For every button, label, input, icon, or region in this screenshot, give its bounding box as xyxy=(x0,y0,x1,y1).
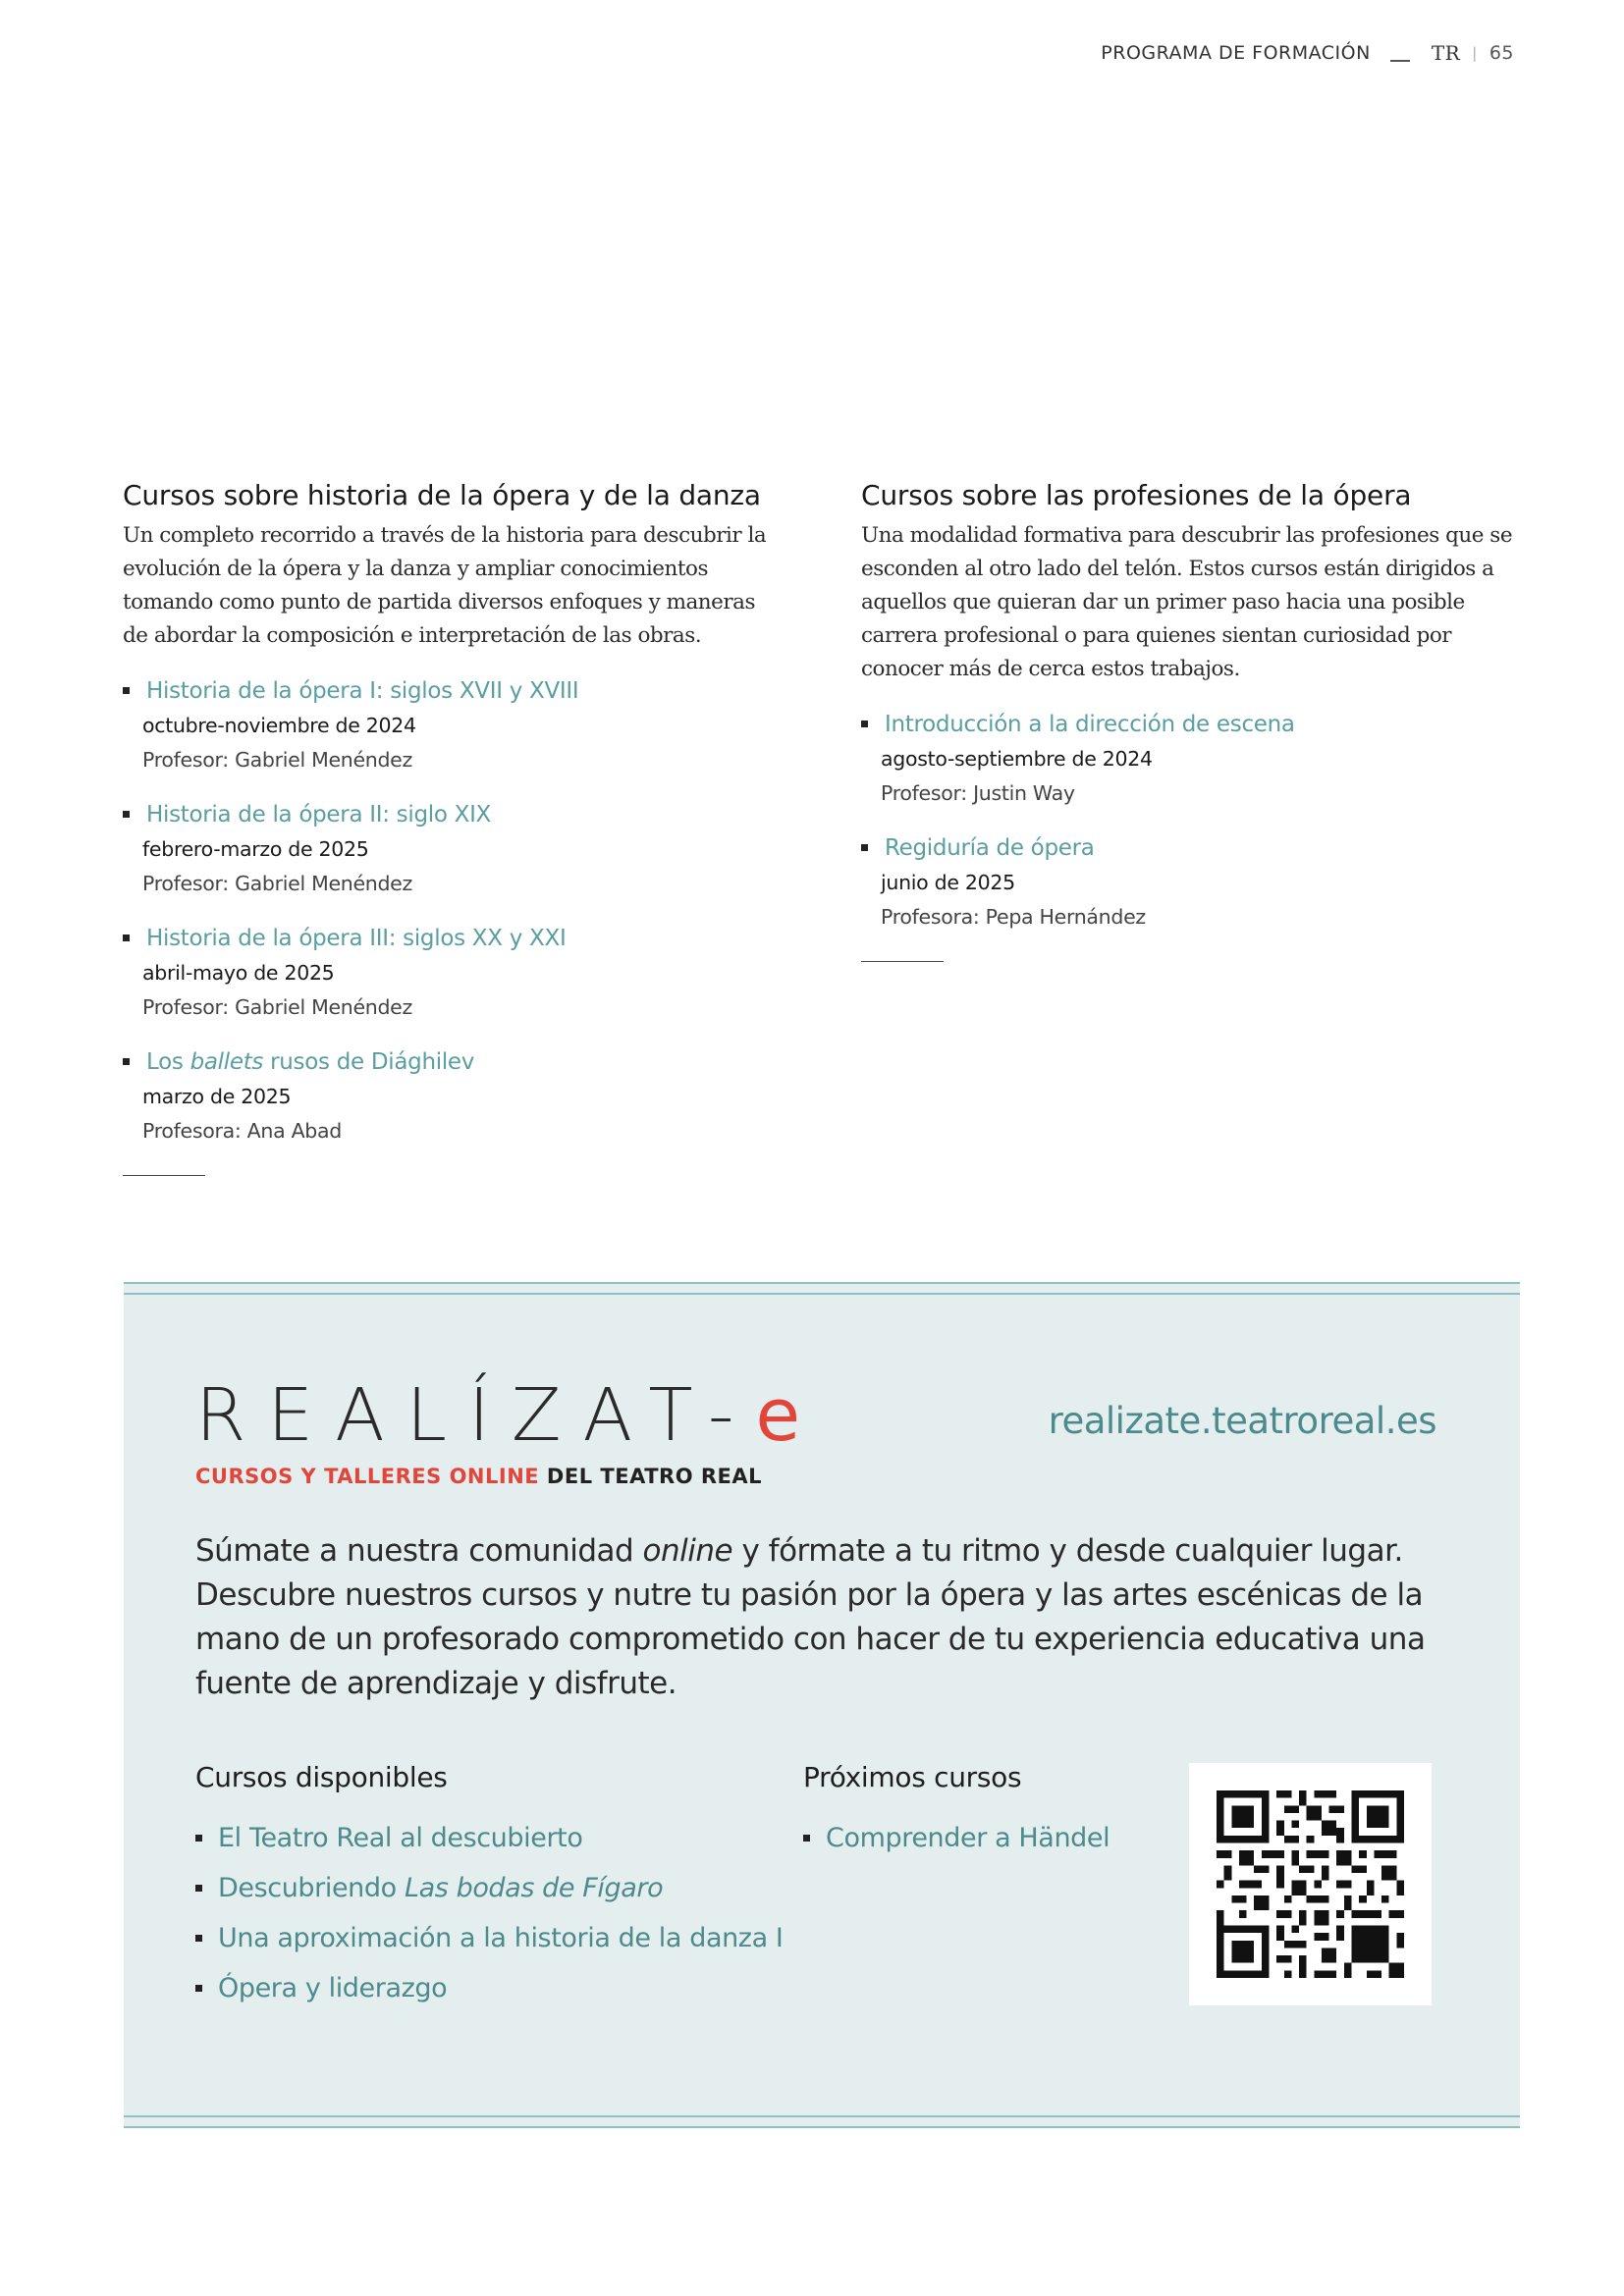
available-course-link[interactable] xyxy=(195,1813,783,1863)
upcoming-course-link[interactable] xyxy=(803,1813,1110,1863)
panel-top-rule xyxy=(124,1282,1520,1295)
course-title-italic: ballets xyxy=(189,1049,264,1075)
available-heading: Cursos disponibles xyxy=(195,1761,448,1793)
course-label: Ópera y liderazgo xyxy=(218,1973,448,2003)
bullet-icon xyxy=(123,1058,130,1065)
course-professor: Profesor: Justin Way xyxy=(881,781,1075,805)
upcoming-heading: Próximos cursos xyxy=(803,1761,1022,1793)
qr-code-icon xyxy=(1217,1790,1404,1978)
course-title-prefix: Los xyxy=(146,1049,190,1075)
course-title-link[interactable]: Introducción a la dirección de escena xyxy=(885,712,1295,737)
course-list xyxy=(123,674,783,1148)
bullet-icon xyxy=(123,934,130,941)
bullet-icon xyxy=(195,1935,202,1942)
section-label: PROGRAMA DE FORMACIÓN xyxy=(1101,42,1371,64)
panel-bottom-rule xyxy=(124,2115,1520,2128)
section-intro: Un completo recorrido a través de la historia para descubrir la evolución de la ópera y la danza y ampliar conocimientos tomando como punto de partida diversos enfoques y maneras de abordar la composición e interpretación de las obras. xyxy=(123,523,767,648)
course-date: febrero-marzo de 2025 xyxy=(142,837,369,861)
course-professor: Profesor: Gabriel Menéndez xyxy=(142,748,412,772)
course-title-link[interactable]: Historia de la ópera I: siglos XVII y XVIII xyxy=(146,678,579,704)
course-title-link[interactable]: Historia de la ópera II: siglo XIX xyxy=(146,802,492,828)
bullet-icon xyxy=(123,687,130,694)
bullet-icon xyxy=(803,1835,810,1842)
promo-text-start: Súmate a nuestra comunidad xyxy=(195,1533,643,1569)
upcoming-courses xyxy=(803,1761,1110,1863)
available-course-link[interactable] xyxy=(195,1963,783,2013)
brand-tagline xyxy=(195,1465,800,1488)
course-label-prefix: Descubriendo xyxy=(218,1873,405,1903)
available-courses xyxy=(195,1761,783,2013)
website-link[interactable]: realizate.teatroreal.es xyxy=(1048,1400,1436,1442)
course-date: marzo de 2025 xyxy=(142,1085,292,1108)
course-item xyxy=(123,674,783,776)
course-item xyxy=(123,1045,783,1148)
course-item xyxy=(123,922,783,1024)
brand-e: e xyxy=(755,1373,801,1458)
promo-text-end: y fórmate a tu ritmo y desde cualquier lugar. Descubre nuestros cursos y nutre tu pasión por la ópera y las artes escénicas de la mano de un profesorado comprometido con hacer de tu experiencia educativa una fuente de aprendizaje y disfrute. xyxy=(195,1533,1426,1701)
course-item xyxy=(123,798,783,900)
page-header xyxy=(1101,41,1514,65)
section-heading: Cursos sobre historia de la ópera y de la danza xyxy=(123,479,761,511)
brand-wordmark xyxy=(195,1373,801,1458)
course-title-link[interactable] xyxy=(146,1045,783,1079)
bullet-icon xyxy=(195,1885,202,1892)
available-course-link[interactable] xyxy=(195,1863,783,1913)
course-date: junio de 2025 xyxy=(881,871,1015,894)
bullet-icon xyxy=(861,844,868,851)
tagline-red: CURSOS Y TALLERES ONLINE xyxy=(195,1465,540,1488)
available-list xyxy=(195,1813,783,2013)
course-professor: Profesor: Gabriel Menéndez xyxy=(142,995,412,1019)
course-professor: Profesor: Gabriel Menéndez xyxy=(142,872,412,895)
section-end-rule xyxy=(861,961,944,962)
tagline-dark: DEL TEATRO REAL xyxy=(539,1465,763,1488)
course-date: octubre-noviembre de 2024 xyxy=(142,714,416,737)
promo-description xyxy=(195,1529,1452,1706)
course-label: Comprender a Händel xyxy=(826,1823,1110,1853)
realizate-promo-panel xyxy=(124,1282,1520,2128)
available-course-link[interactable] xyxy=(195,1913,783,1963)
course-title-suffix: rusos de Diághilev xyxy=(263,1049,475,1075)
course-title-link[interactable]: Regiduría de ópera xyxy=(885,835,1095,861)
bullet-icon xyxy=(195,1835,202,1842)
section-end-rule xyxy=(123,1175,205,1176)
bullet-icon xyxy=(861,721,868,727)
section-intro: Una modalidad formativa para descubrir las profesiones que se esconden al otro lado del telón. Estos cursos están dirigidos a aquellos que quieran dar un primer paso hacia una posible carrera profesional o para quienes sientan curiosidad por conocer más de cerca estos trabajos. xyxy=(861,523,1513,681)
course-professor: Profesora: Ana Abad xyxy=(142,1119,342,1143)
history-courses-section xyxy=(123,479,783,1176)
section-heading: Cursos sobre las profesiones de la ópera xyxy=(861,479,1412,511)
upcoming-list xyxy=(803,1813,1110,1863)
promo-text-italic: online xyxy=(642,1533,733,1569)
course-label: Una aproximación a la historia de la danza I xyxy=(218,1923,784,1953)
course-label: El Teatro Real al descubierto xyxy=(218,1823,583,1853)
realizate-logo xyxy=(195,1373,801,1488)
professions-courses-section xyxy=(861,479,1521,962)
teatro-real-logo: TR xyxy=(1431,41,1461,65)
bullet-icon xyxy=(195,1985,202,1992)
course-label-italic: Las bodas de Fígaro xyxy=(404,1873,664,1903)
brand-main: REALÍZAT- xyxy=(195,1373,756,1458)
course-title-link[interactable]: Historia de la ópera III: siglos XX y XXI xyxy=(146,926,567,951)
course-item xyxy=(861,708,1521,810)
course-item xyxy=(861,831,1521,934)
header-divider xyxy=(1390,60,1410,62)
course-date: abril-mayo de 2025 xyxy=(142,961,335,985)
course-list xyxy=(861,708,1521,934)
qr-code[interactable] xyxy=(1189,1763,1432,2005)
course-professor: Profesora: Pepa Hernández xyxy=(881,905,1146,929)
header-separator: | xyxy=(1472,44,1478,62)
bullet-icon xyxy=(123,811,130,818)
page-number: 65 xyxy=(1489,42,1514,64)
course-date: agosto-septiembre de 2024 xyxy=(881,747,1153,771)
